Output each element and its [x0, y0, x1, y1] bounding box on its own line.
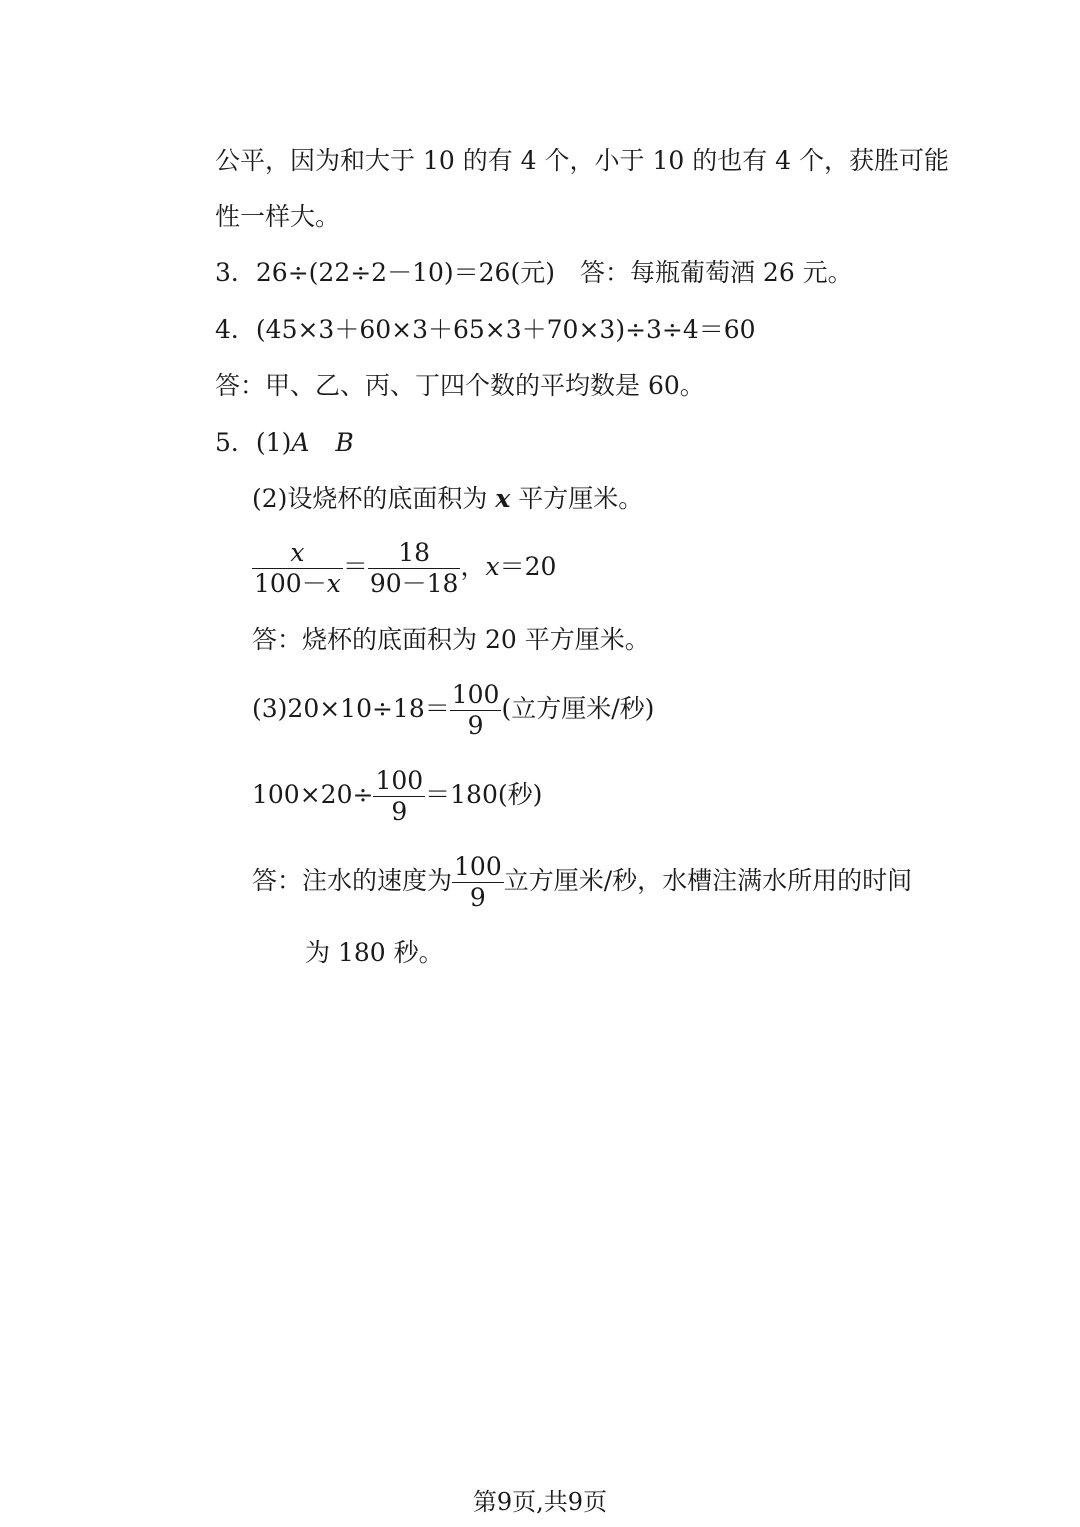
q5-part3b-expression: 100×20÷	[252, 780, 374, 809]
equals-sign: ＝	[342, 552, 368, 581]
answer-q4: 4．(45×3＋60×3＋65×3＋70×3)÷3÷4＝60	[215, 315, 756, 344]
solution-variable: x	[485, 552, 500, 581]
solution-value: ＝20	[499, 552, 557, 581]
answer-q5-part1	[215, 426, 354, 460]
q5-part3-answer-suffix: 立方厘米/秒，水槽注满水所用的时间	[503, 866, 913, 895]
fraction-left-denominator-constant: 100－	[254, 569, 327, 598]
fraction-left-numerator: x	[252, 538, 343, 569]
answer-q4-conclusion: 答：甲、乙、丙、丁四个数的平均数是 60。	[215, 371, 705, 400]
answer-line-2: 性一样大。	[215, 202, 341, 231]
q5-part2-prefix: (2)设烧杯的底面积为	[252, 484, 496, 513]
answer-q5-part3-conclusion	[252, 852, 912, 913]
fraction-speed-numerator: 100	[454, 852, 502, 881]
fraction-rate-denominator: 9	[467, 711, 484, 740]
q5-label: 5．(1)	[215, 428, 292, 457]
answer-q3: 3．26÷(22÷2－10)＝26(元) 答：每瓶葡萄酒 26 元。	[215, 258, 853, 287]
answer-q5-part3-time	[252, 766, 542, 827]
fraction-time	[373, 766, 425, 827]
answer-q5-part2-conclusion: 答：烧杯的底面积为 20 平方厘米。	[252, 625, 650, 654]
q5-part1-option-a: A	[291, 428, 310, 457]
page-footer: 第9页,共9页	[472, 1488, 608, 1516]
fraction-rate	[450, 680, 502, 741]
fraction-left-denominator	[252, 569, 343, 599]
q5-part1-option-b: B	[335, 428, 354, 457]
equation-proportion	[252, 538, 556, 599]
q5-part3-answer-prefix: 答：注水的速度为	[252, 866, 453, 895]
q5-part2-variable: x	[495, 484, 511, 513]
answer-q5-part2-setup	[252, 482, 643, 516]
q5-part2-suffix: 平方厘米。	[510, 484, 644, 513]
q5-part3b-result: ＝180(秒)	[425, 780, 543, 809]
fraction-right-numerator: 18	[368, 538, 461, 569]
q5-part3-unit: (立方厘米/秒)	[501, 694, 655, 723]
fraction-speed-denominator: 9	[469, 883, 486, 912]
answer-line-1: 公平，因为和大于 10 的有 4 个，小于 10 的也有 4 个，获胜可能	[215, 146, 950, 175]
answer-q5-part3-rate	[252, 680, 654, 741]
fraction-speed	[452, 852, 504, 913]
equation-separator: ，	[460, 552, 486, 581]
q5-part3-expression: (3)20×10÷18＝	[252, 694, 450, 723]
fraction-time-denominator: 9	[391, 797, 408, 826]
fraction-left-denominator-variable: x	[326, 569, 341, 598]
fraction-rate-numerator: 100	[451, 680, 500, 709]
fraction-right-denominator: 90－18	[369, 569, 459, 598]
fraction-time-numerator: 100	[375, 766, 424, 795]
fraction-right	[368, 538, 461, 599]
fraction-left	[252, 538, 343, 599]
answer-q5-part3-conclusion-line2: 为 180 秒。	[305, 938, 444, 967]
